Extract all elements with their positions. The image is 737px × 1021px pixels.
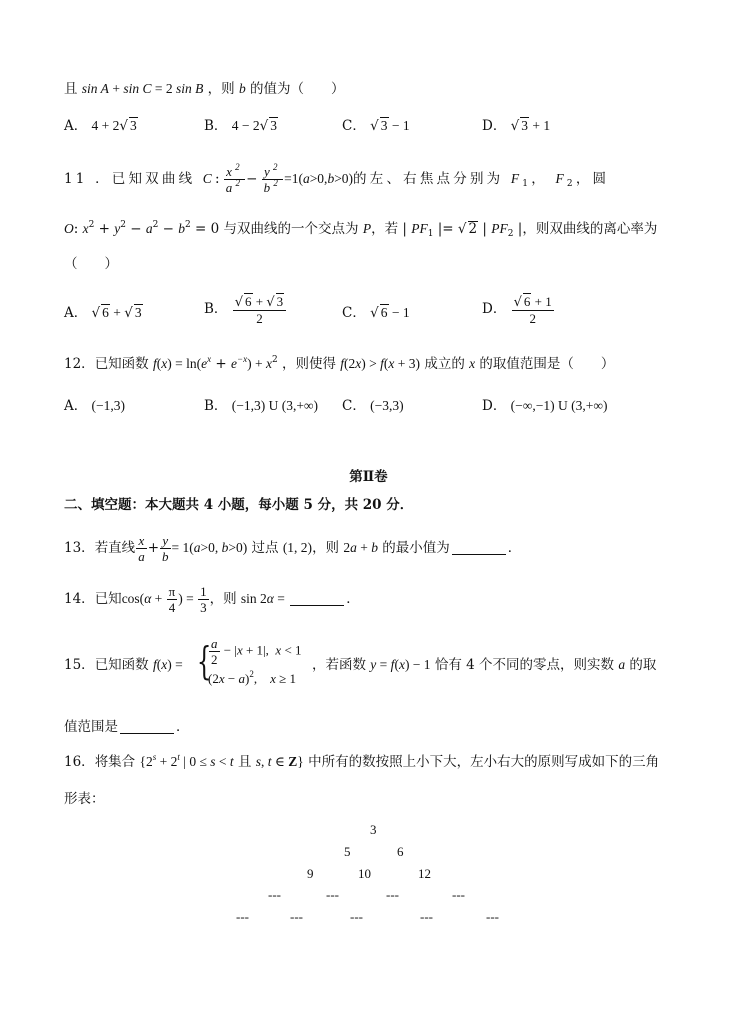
q12-option-b[interactable]	[204, 396, 318, 416]
q10-option-c[interactable]: C． √ 3 − 1	[342, 118, 410, 134]
q11-line1: 11 ．已知双曲线 C: $\frac{x^2}{a^2}$ − $\frac{y^2}{b^2}$ =1(a>0,b>0)的左、右焦点分别为 $F_1$， $F_2$，圆	[64, 162, 610, 195]
q11-line3: （ ）	[64, 256, 118, 272]
triangle-cell: 5	[344, 844, 351, 859]
part2-title: 第Ⅱ卷	[349, 469, 388, 485]
triangle-cell: ---	[326, 887, 339, 902]
option-label: C．	[342, 118, 366, 134]
question-number: 13．	[64, 540, 95, 556]
q15-stem-tail: ，若函数 y = f(x) − 1 恰有 4 个不同的零点，则实数 a 的取	[312, 657, 657, 673]
question-number: 15．	[64, 657, 95, 673]
q11-line2: O: $x^2 + y^2 - a^2 - b^2 = 0$ 与双曲线的一个交点为 P，若 | $PF_1$ |= √ 2 | $PF_2$ |，则双曲线的离心率为	[64, 220, 658, 239]
triangle-cell: ---	[386, 887, 399, 902]
option-label: C．	[342, 398, 366, 414]
triangle-cell: ---	[350, 909, 363, 924]
q10-option-b[interactable]: B． 4 − 2√ 3	[204, 118, 277, 134]
option-label: C．	[342, 305, 366, 321]
q16-stem: 16．将集合 {$2^s + 2^t$ | 0 ≤ s < t 且 s, t ∈ Z} 中所有的数按照上小下大，左小右大的原则写成如下的三角	[64, 752, 660, 770]
option-label: D．	[482, 398, 507, 414]
q13-stem: 13．若直线 $\frac{x}{a}$ + $\frac{y}{b}$ = 1(a>0, b>0) 过点 (1, 2)，则 2a + b 的最小值为 ．	[64, 533, 522, 564]
q12-stem: 12．已知函数 $f(x) = \ln(e^x + e^{-x}) + x^2$ ，则使得 f(2x) > f(x + 3) 成立的 x 的取值范围是（ ）	[64, 354, 615, 372]
triangle-cell: ---	[268, 887, 281, 902]
answer-blank[interactable]	[290, 591, 344, 606]
section-heading: 二、填空题：本大题共 4 小题，每小题 5 分，共 20 分．	[64, 497, 414, 513]
q10-stem: 且 sin A + sin C = 2 sin B ，则 b 的值为（ ）	[64, 81, 345, 97]
q14-stem: 14．已知cos(α + $\frac{\pi}{4}$ ) = $\frac{1}{3}$ ，则 sin 2α = ．	[64, 584, 360, 615]
option-value: (−3,3)	[370, 398, 404, 413]
question-number: 16．	[64, 754, 95, 770]
q10-option-a[interactable]: A． 4 + 2√ 3	[64, 118, 137, 134]
triangle-cell: 10	[358, 866, 371, 881]
option-label: B．	[204, 398, 228, 414]
option-label: A．	[64, 305, 88, 321]
triangle-cell: 9	[307, 866, 314, 881]
option-label: B．	[204, 301, 228, 317]
answer-blank[interactable]	[452, 540, 506, 555]
triangle-cell: ---	[420, 909, 433, 924]
q12-option-d[interactable]	[482, 396, 607, 416]
triangle-cell: ---	[236, 909, 249, 924]
question-number: 11 ．	[64, 171, 112, 187]
q15-line2: 值范围是 ．	[64, 719, 190, 735]
q16-line2: 形表：	[64, 791, 105, 807]
q12-option-a[interactable]	[64, 396, 125, 416]
triangle-cell: ---	[486, 909, 499, 924]
option-value: (−∞,−1) U (3,+∞)	[510, 398, 608, 413]
option-label: D．	[482, 301, 507, 317]
q15-stem: 15．已知函数 f(x) =	[64, 657, 183, 673]
question-number: 14．	[64, 591, 95, 607]
q11-option-c[interactable]: C． √ 6 − 1	[342, 305, 410, 321]
triangle-cell: 6	[397, 844, 404, 859]
option-label: A．	[64, 398, 88, 414]
answer-blank[interactable]	[120, 719, 174, 734]
triangle-cell: ---	[290, 909, 303, 924]
triangle-cell: 12	[418, 866, 431, 881]
q12-option-c[interactable]	[342, 396, 404, 416]
option-label: B．	[204, 118, 228, 134]
q11-option-d[interactable]: D． $\frac{√ 6 + 1}{2}$	[482, 294, 552, 326]
option-label: A．	[64, 118, 88, 134]
option-label: D．	[482, 118, 507, 134]
option-value: (−1,3) U (3,+∞)	[231, 398, 319, 413]
triangle-cell: 3	[370, 822, 377, 837]
q11-option-b[interactable]: B． $\frac{√ 6 + √ 3}{2}$	[204, 293, 287, 326]
option-value: (−1,3)	[91, 398, 126, 413]
q11-option-a[interactable]: A． √ 6 + √ 3	[64, 305, 142, 321]
question-number: 12．	[64, 356, 95, 372]
triangle-cell: ---	[452, 887, 465, 902]
q10-option-d[interactable]: D． √ 3 + 1	[482, 118, 551, 134]
